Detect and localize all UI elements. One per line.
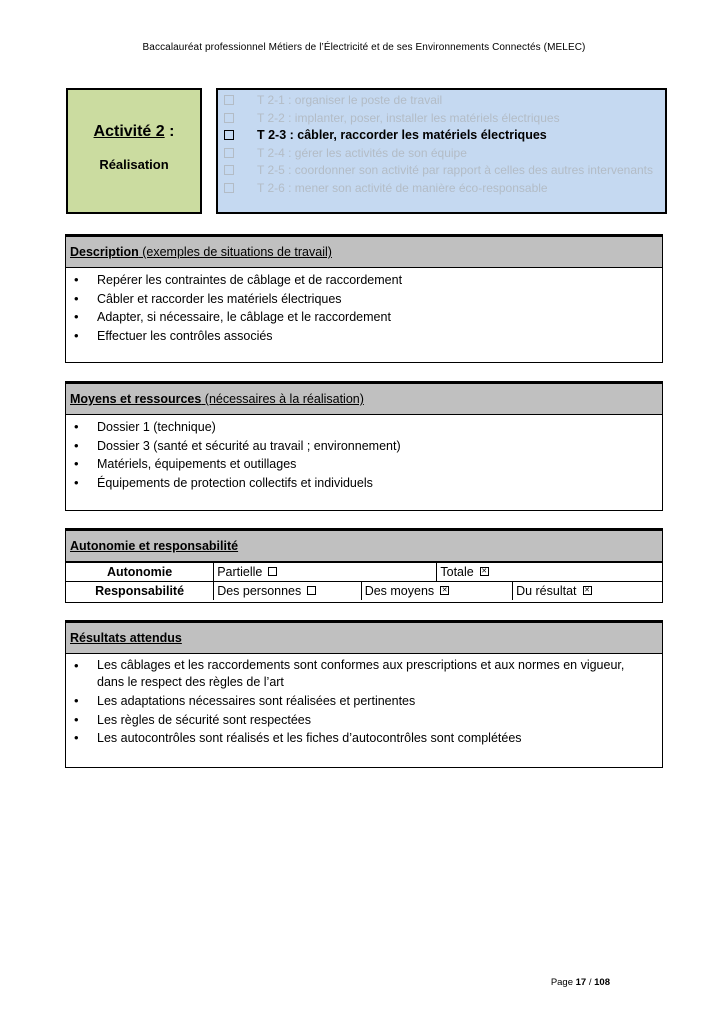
- task-item: T 2-5 : coordonner son activité par rapport à celles des autres intervenants: [224, 162, 659, 180]
- checkbox-icon: [224, 148, 234, 158]
- task-item: T 2-4 : gérer les activités de son équipe: [224, 145, 659, 163]
- task-item: T 2-2 : implanter, poser, installer les matériels électriques: [224, 110, 659, 128]
- checkbox-icon: [224, 113, 234, 123]
- option-personnes: Des personnes: [214, 582, 362, 601]
- list-item: • Les câblages et les raccordements sont conformes aux prescriptions et aux normes en vigueur, dans le respect des règles de l’art: [74, 658, 625, 689]
- task-item: T 2-1 : organiser le poste de travail: [224, 92, 659, 110]
- page-number: Page 17 / 108: [550, 977, 610, 988]
- unchecked-box-icon: [307, 586, 316, 595]
- checkbox-icon: [224, 95, 234, 105]
- list-item: • Les autocontrôles sont réalisés et les fiches d’autocontrôles sont complétées: [74, 730, 522, 745]
- unchecked-box-icon: [268, 567, 277, 576]
- results-heading: Résultats attendus: [66, 621, 662, 654]
- autonomy-section: [65, 528, 663, 603]
- description-heading: Description (exemples de situations de travail): [66, 235, 662, 268]
- checkbox-icon: [224, 165, 234, 175]
- resources-heading: Moyens et ressources (nécessaires à la réalisation): [66, 382, 662, 415]
- list-item: • Matériels, équipements et outillages: [74, 456, 297, 471]
- checked-box-icon: [583, 586, 592, 595]
- task-item-active: T 2-3 : câbler, raccorder les matériels électriques: [224, 127, 659, 145]
- autonomy-row: [66, 563, 662, 582]
- task-list: [216, 88, 667, 214]
- resources-section: [65, 381, 663, 511]
- checked-box-icon: [440, 586, 449, 595]
- checkbox-icon: [224, 130, 234, 140]
- task-item: T 2-6 : mener son activité de manière éco-responsable: [224, 180, 659, 198]
- option-resultat: Du résultat✕: [513, 582, 662, 601]
- list-item: • Effectuer les contrôles associés: [74, 327, 273, 343]
- results-section: [65, 620, 663, 768]
- list-item: • Câbler et raccorder les matériels électriques: [74, 290, 342, 306]
- responsibility-label: Responsabilité: [66, 582, 214, 601]
- activity-title: Activité 2 :: [93, 123, 175, 140]
- autonomy-table: [66, 562, 662, 600]
- description-section: [65, 234, 663, 363]
- autonomy-label: Autonomie: [66, 563, 214, 582]
- list-item: • Équipements de protection collectifs et individuels: [74, 474, 373, 490]
- list-item: • Dossier 3 (santé et sécurité au travail ; environnement): [74, 437, 401, 453]
- autonomy-heading: Autonomie et responsabilité: [66, 529, 662, 562]
- document-header: Baccalauréat professionnel Métiers de l’Électricité et de ses Environnements Connectés (MELEC): [142, 42, 586, 53]
- checked-box-icon: [480, 567, 489, 576]
- list-item: • Adapter, si nécessaire, le câblage et le raccordement: [74, 309, 391, 324]
- responsibility-row: [66, 582, 662, 601]
- checkbox-icon: [224, 183, 234, 193]
- activity-subtitle: Réalisation: [99, 157, 169, 172]
- option-moyens: Des moyens✕: [361, 582, 512, 601]
- list-item: • Repérer les contraintes de câblage et de raccordement: [74, 272, 403, 287]
- activity-box: [66, 88, 202, 214]
- list-item: • Les adaptations nécessaires sont réalisées et pertinentes: [74, 693, 416, 708]
- list-item: • Dossier 1 (technique): [74, 419, 216, 434]
- option-partielle: Partielle: [214, 563, 437, 582]
- option-totale: Totale✕: [437, 563, 662, 582]
- list-item: • Les règles de sécurité sont respectées: [74, 711, 312, 727]
